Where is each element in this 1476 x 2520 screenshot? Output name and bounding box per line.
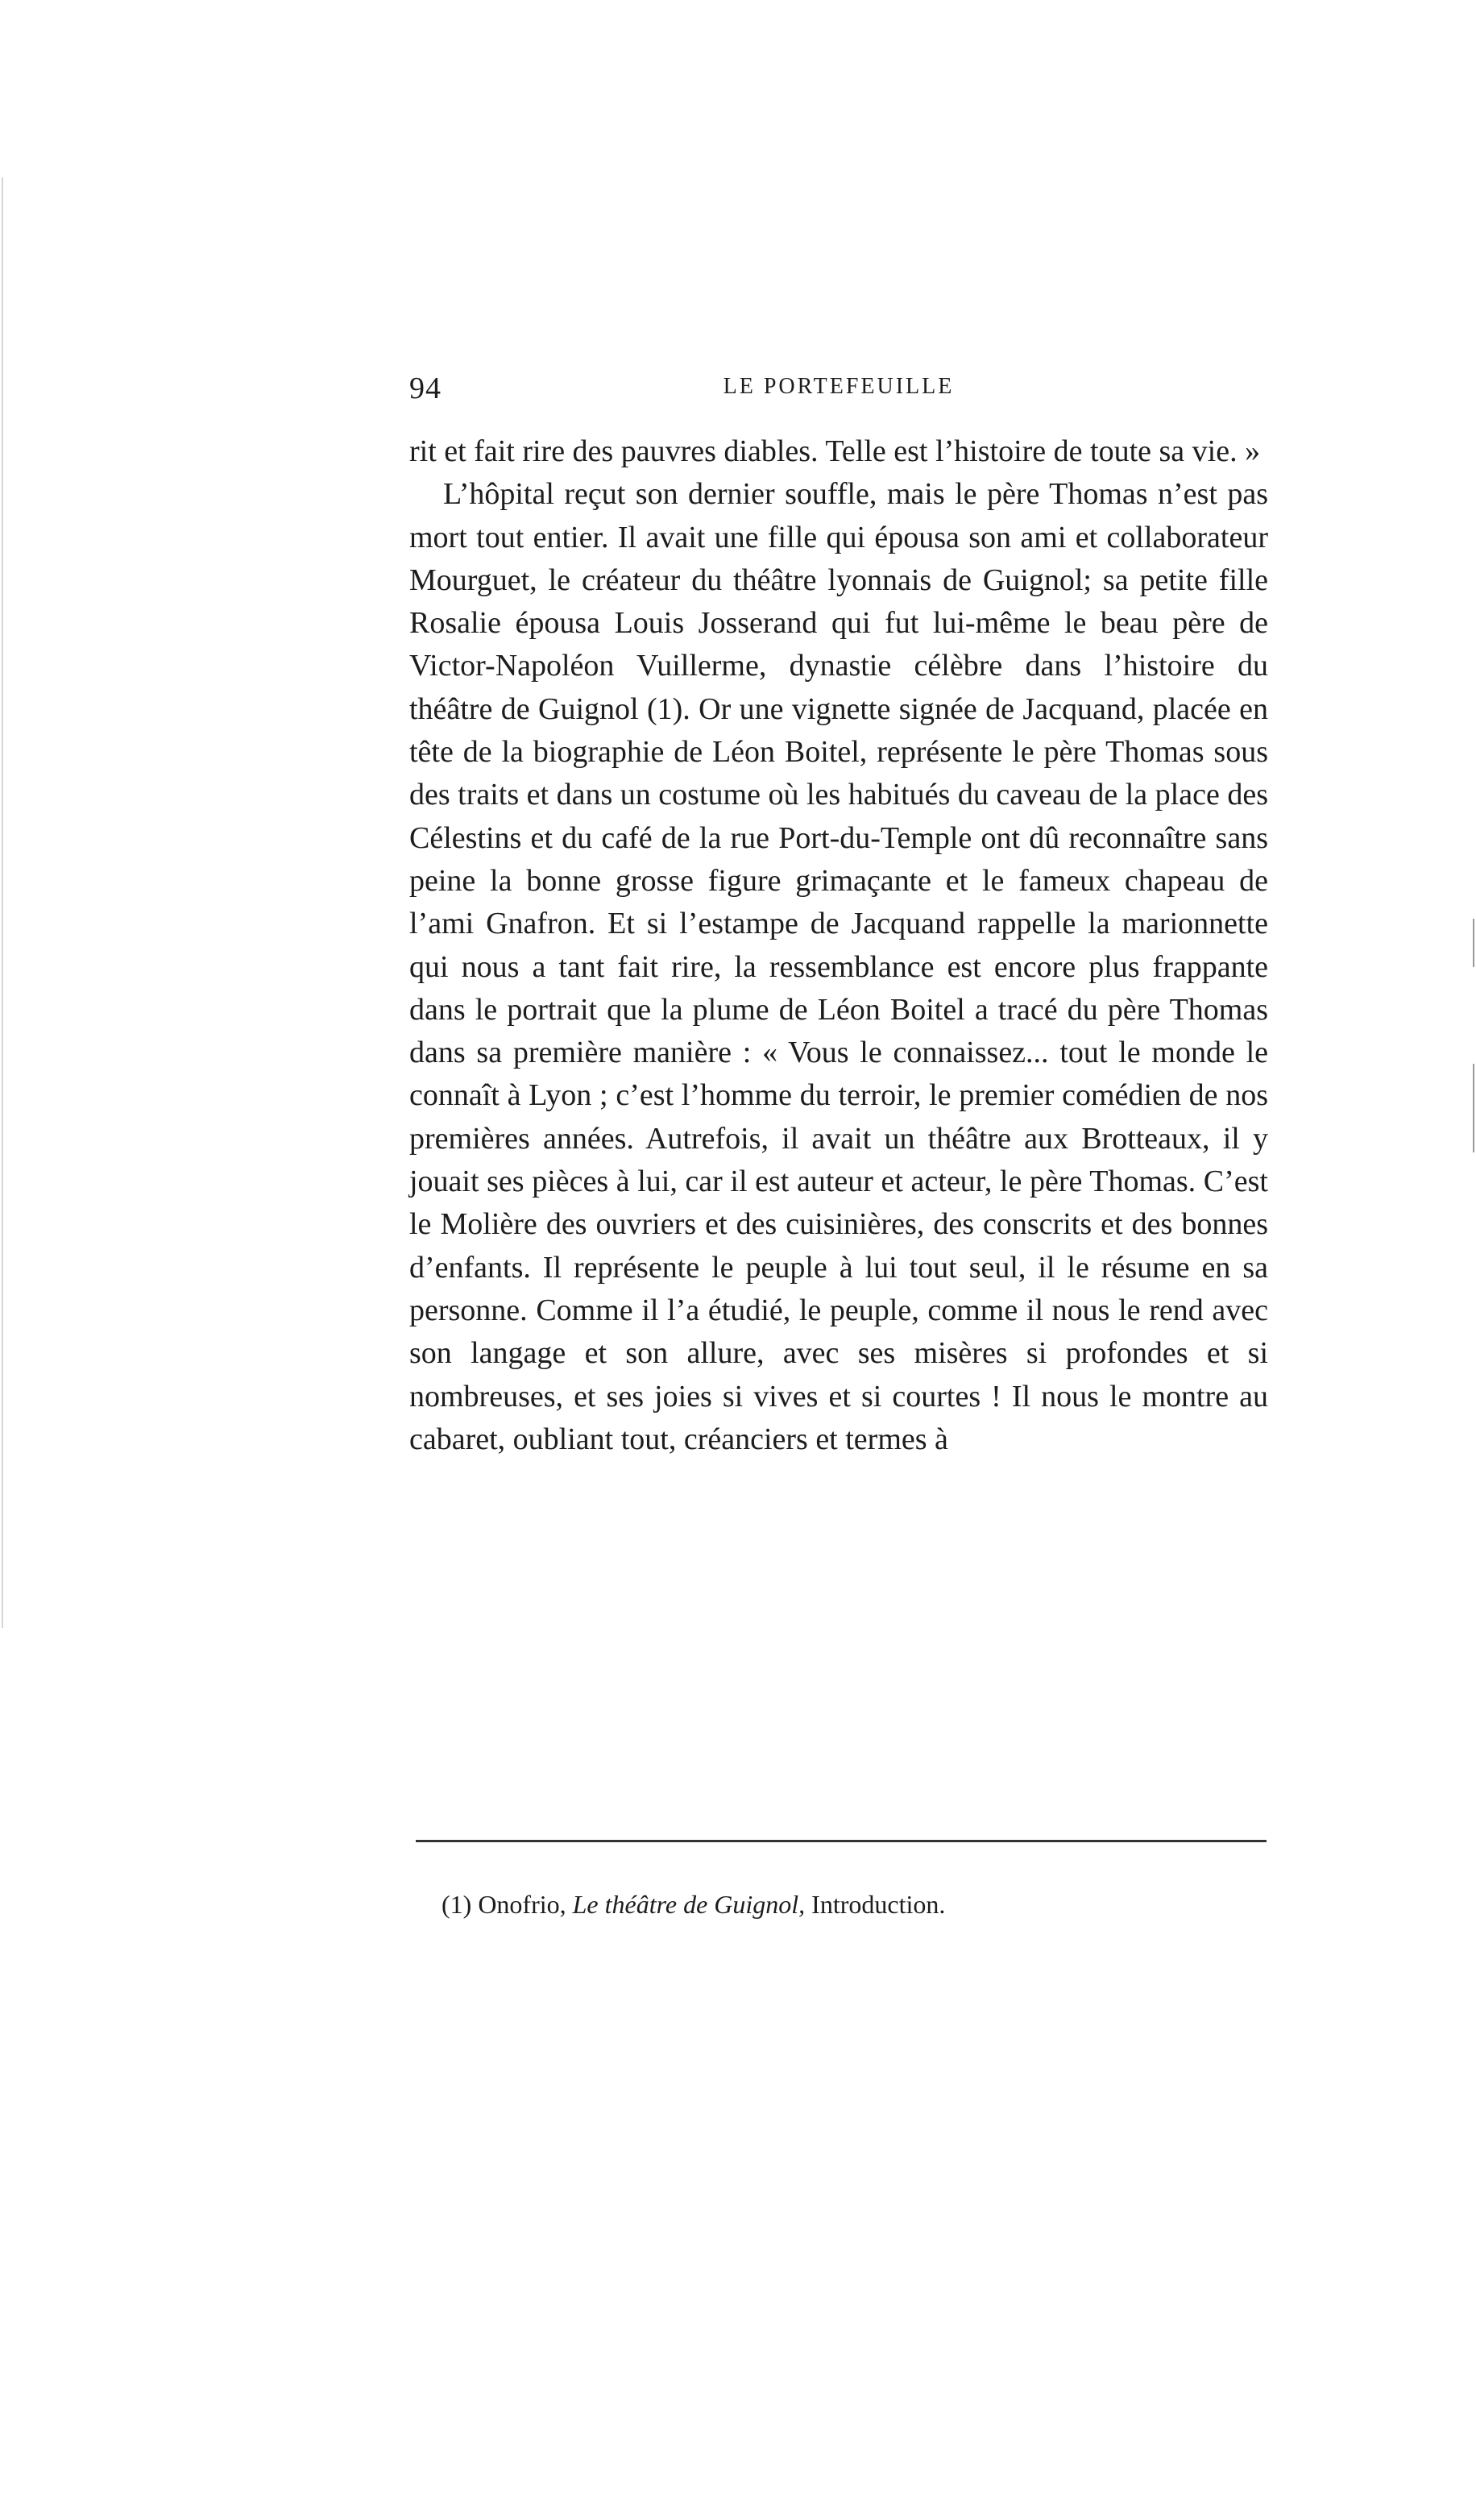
footnote-title: Le théâtre de Guignol, (572, 1890, 806, 1919)
footnote-marker: (1) Onofrio, (442, 1890, 566, 1919)
right-edge-mark (1473, 1064, 1474, 1152)
paragraph-continuation: rit et fait rire des pauvres diables. Telle est l’histoire de toute sa vie. » (409, 434, 1261, 468)
page-number: 94 (409, 372, 442, 405)
paragraph: L’hôpital reçut son dernier souffle, mais le père Thomas n’est pas mort tout entier. Il avait une fille qui épousa son ami et collaborateur Mourguet, le créateur du théâtre lyonnais de Guignol; sa petite fille Rosalie épousa Louis Josserand qui fut lui-même le beau père de Victor-Napoléon Vuillerme, dynastie célèbre dans l’histoire du théâtre de Guignol (1). Or une vignette signée de Jacquand, placée en tête de la biographie de Léon Boitel, représente le père Thomas sous des traits et dans un costume où les habitués du caveau de la place des Célestins et du café de la rue Port-du-Temple ont dû reconnaître sans peine la bonne grosse figure grimaçante et le fameux chapeau de l’ami Gnafron. Et si l’estampe de Jacquand rappelle la marionnette qui nous a tant fait rire, la ressemblance est encore plus frappante dans le portrait que la plume de Léon Boitel a tracé du père Thomas dans sa première manière : « Vous le connaissez... tout le monde le connaît à Lyon ; c’est l’homme du terroir, le premier comédien de nos premières années. Autrefois, il avait un théâtre aux Brotteaux, il y jouait ses pièces à lui, car il est auteur et acteur, le père Thomas. C’est le Molière des ouvriers et des cuisinières, des conscrits et des bonnes d’enfants. Il représente le peuple à lui tout seul, il le résume en sa personne. Comme il l’a étudié, le peuple, comme il nous le rend avec son langage et son allure, avec ses misères si profondes et si nombreuses, et ses joies si vives et si courtes ! Il nous le montre au cabaret, oubliant tout, créanciers et termes à (409, 477, 1268, 1456)
running-head: LE PORTEFEUILLE (723, 374, 955, 399)
left-edge-mark (2, 177, 3, 1628)
footnote-separator (416, 1840, 1267, 1842)
right-edge-mark (1473, 919, 1474, 967)
page-header (409, 371, 1268, 411)
body-text (409, 430, 1268, 1461)
footnote (442, 1888, 1263, 1920)
footnote-rest: Introduction. (811, 1890, 946, 1919)
